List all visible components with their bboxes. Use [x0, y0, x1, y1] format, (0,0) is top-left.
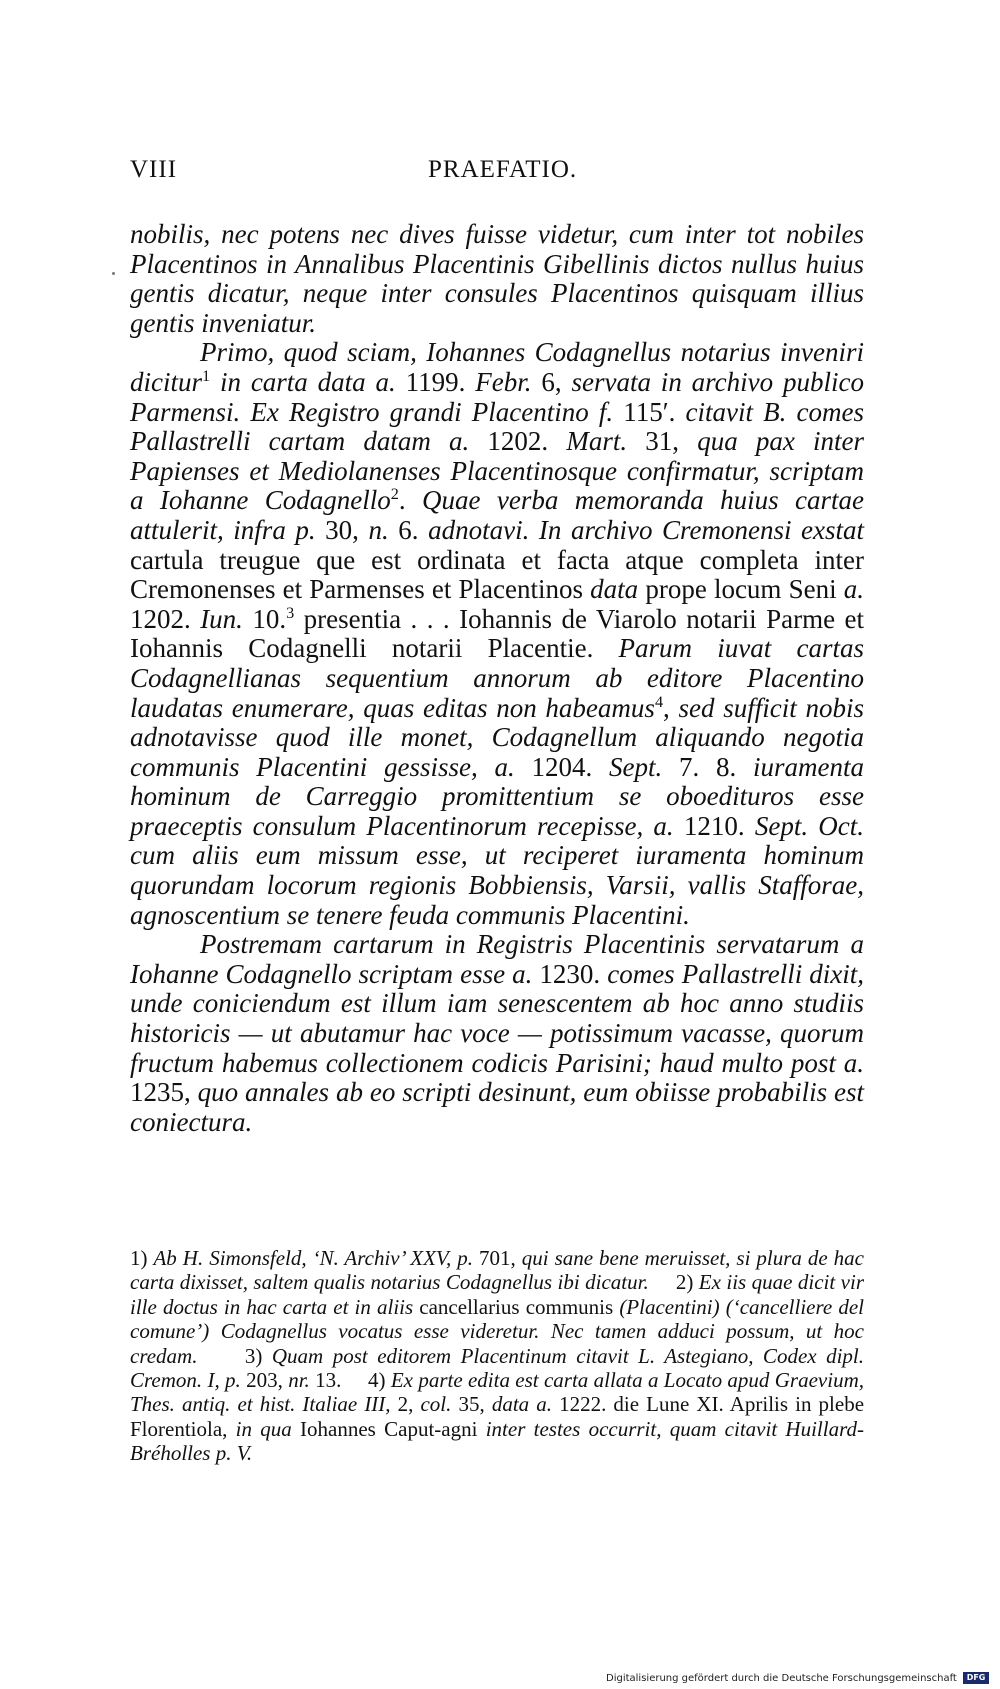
- footnotes: [130, 1246, 864, 1466]
- paragraph-3: Postremam cartarum in Registris Placentinis servatarum a Iohanne Codagnello scriptam esse a. 1230. comes Pallastrelli dixit, unde coniciendum est illum iam senescentem ab hoc anno studiis historicis — ut abutamur hac voce — potissimum vacasse, quorum fructum habemus collectionem codicis Parisini; haud multo post a. 1235, quo annales ab eo scripti desinunt, eum obiisse probabilis est coniectura.: [130, 929, 865, 1137]
- paragraph-1: nobilis, nec potens nec dives fuisse videtur, cum inter tot nobiles Placentinos in Annalibus Placentinis Gibellinis dictos nullus huius gentis dicatur, neque inter consules Placentinos quisquam illius gentis inveniatur.: [130, 219, 864, 338]
- paragraph-2: Primo, quod sciam, Iohannes Codagnellus notarius inveniri dicitur$^1$ in carta data a. 1199. Febr. 6, servata in archivo publico Parmensi. Ex Registro grandi Placentino f. 115′. citavit B. comes Pallastrelli cartam datam a. 1202. Mart. 31, qua pax inter Papienses et Mediolanenses Placentinosque confirmatur, scriptam a Iohanne Codagnello$^2$. Quae verba memoranda huius cartae attulerit, infra p. 30, n. 6. adnotavi. In archivo Cremonensi exstat cartula treugue que est ordinata et facta atque completa inter Cremonenses et Parmenses et Placentinos data prope locum Seni a. 1202. Iun. 10.$^3$ presentia . . . Iohannis de Viarolo notarii Parme et Iohannis Codagnelli notarii Placentie. Parum iuvat cartas Codagnellianas sequentium annorum ab editore Placentino laudatas enumerare, quas editas non habeamus$^4$, sed sufficit nobis adnotavisse quod ille monet, Codagnellum aliquando negotia communis Placentini gessisse, a. 1204. Sept. 7. 8. iuramenta hominum de Carreggio promittentium se oboedituros esse praeceptis consulum Placentinorum recepisse, a. 1210. Sept. Oct. cum aliis eum missum esse, ut reciperet iuramenta hominum quorundam locorum regionis Bobbiensis, Varsii, vallis Stafforae, agnoscentium se tenere feuda communis Placentini.: [130, 337, 865, 930]
- dfg-logo: DFG: [963, 1672, 989, 1684]
- body-text: [130, 220, 864, 1137]
- running-title: PRAEFATIO.: [428, 156, 578, 183]
- page-number: VIII: [130, 156, 178, 183]
- credit-text: Digitalisierung gefördert durch die Deutsche Forschungsgemeinschaft: [606, 1673, 957, 1684]
- footnote-block: 1) Ab H. Simonsfeld, ‘N. Archiv’ XXV, p. 701, qui sane bene meruisset, si plura de hac carta dixisset, saltem qualis notarius Codagnellus ibi dicatur. 2) Ex iis quae dicit vir ille doctus in hac carta et in aliis cancellarius communis (Placentini) (‘cancelliere del comune’) Codagnellus vocatus esse videretur. Nec tamen adduci possum, ut hoc credam. 3) Quam post editorem Placentinum citavit L. Astegiano, Codex dipl. Cremon. I, p. 203, nr. 13. 4) Ex parte edita est carta allata a Locato apud Graevium, Thes. antiq. et hist. Italiae III, 2, col. 35, data a. 1222. die Lune XI. Aprilis in plebe Florentiola, in qua Iohannes Caput-agni inter testes occurrit, quam citavit Huillard-Bréholles p. V.: [130, 1246, 865, 1466]
- ink-speck: [112, 272, 115, 275]
- digitization-credit: [606, 1672, 989, 1684]
